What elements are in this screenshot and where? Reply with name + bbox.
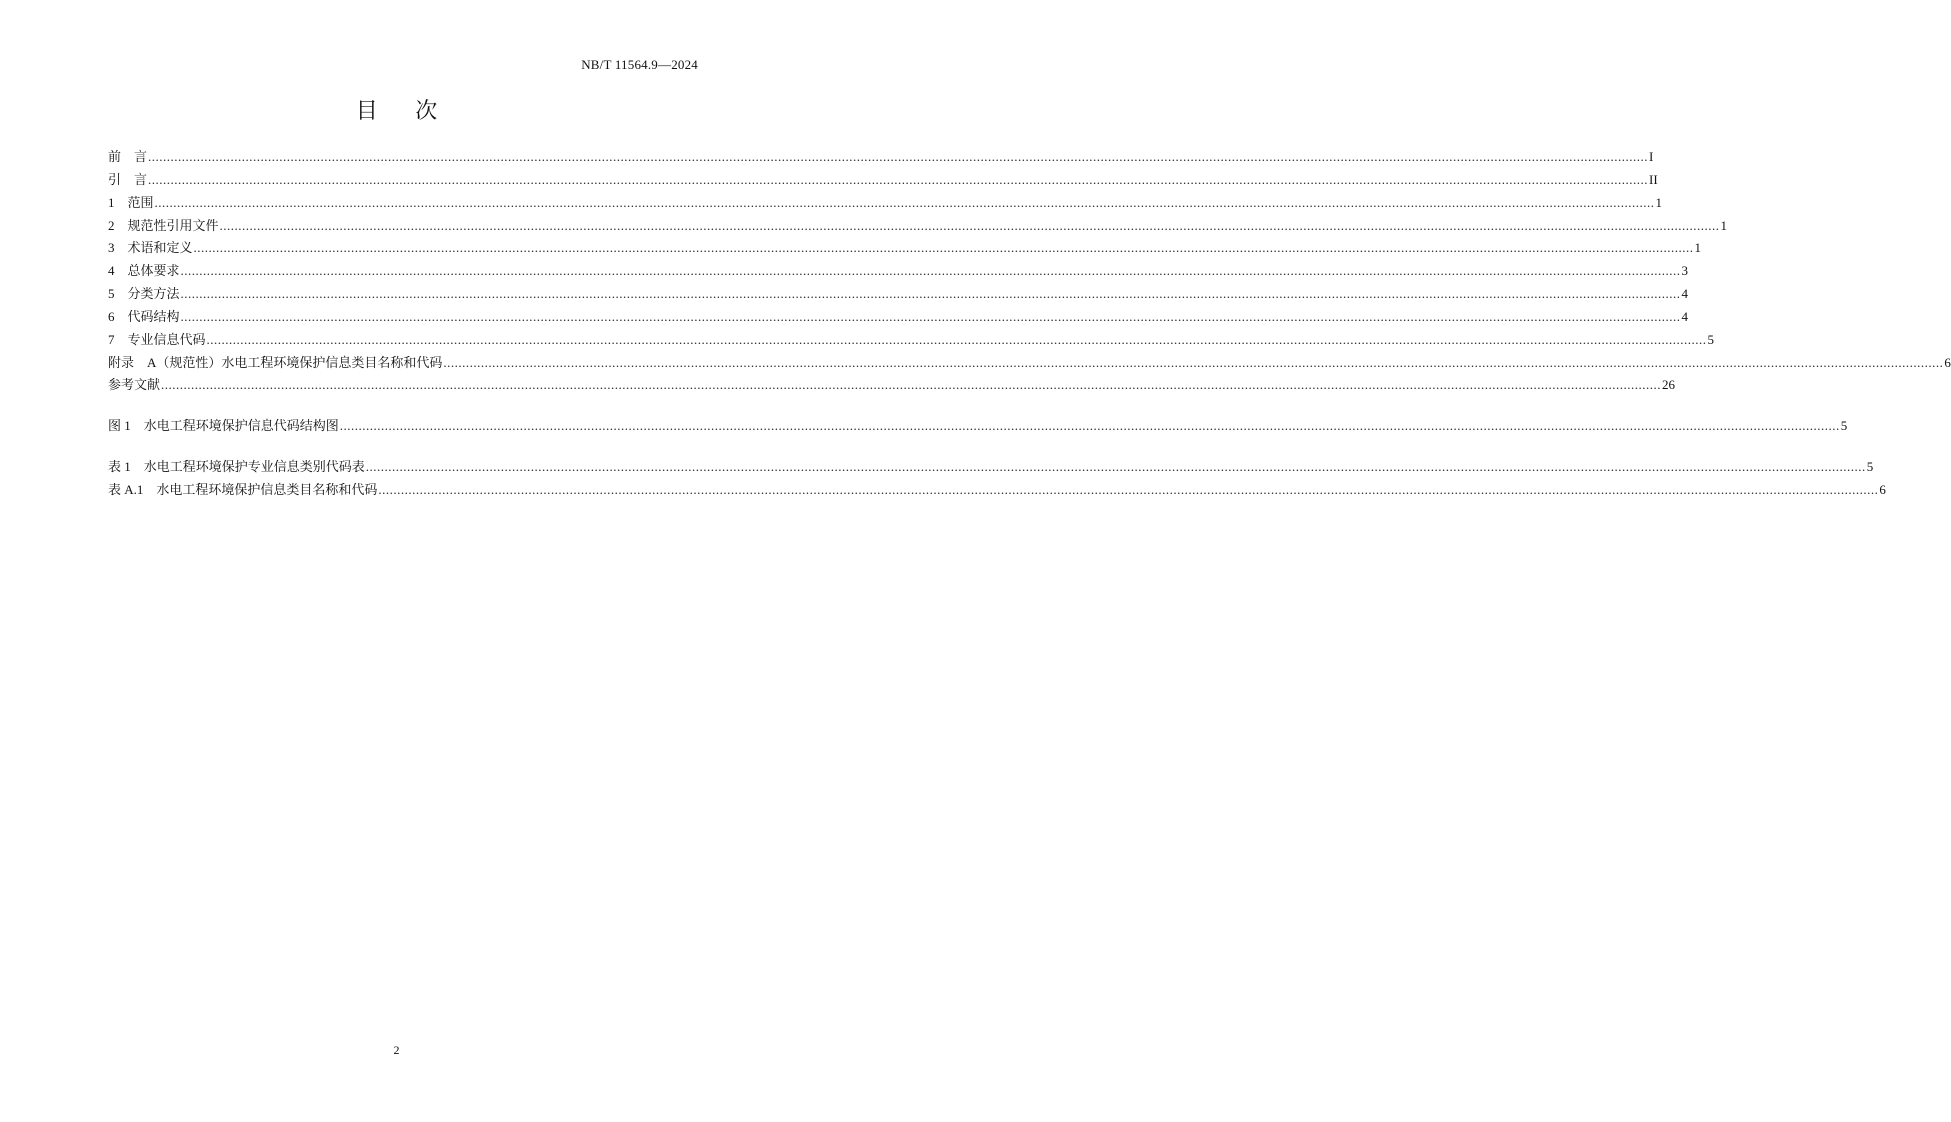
toc-entry-label: 表 A.1 水电工程环境保护信息类目名称和代码 [108, 481, 378, 497]
dot-leader: ................................................................................................................................................................................................................................................................................................................................................................................................................ [193, 240, 1694, 256]
dot-leader: ................................................................................................................................................................................................................................................................................................................................................................................................................ [339, 418, 1840, 434]
toc-entry-page: I [1649, 149, 1654, 164]
toc-entry[interactable] [108, 283, 1689, 306]
toc-entry-label: 附录 A（规范性）水电工程环境保护信息类目名称和代码 [108, 354, 443, 370]
toc-figures [108, 415, 1848, 438]
toc-entry-page: 6 [1944, 354, 1951, 370]
toc-entry-label: 5 分类方法 [108, 286, 180, 302]
dot-leader: ................................................................................................................................................................................................................................................................................................................................................................................................................ [148, 149, 1649, 164]
group-gap [108, 438, 698, 456]
toc-entry-page: 1 [1694, 240, 1702, 256]
toc-entry-label: 4 总体要求 [108, 263, 180, 279]
toc-sections [108, 146, 1951, 397]
toc-entry-page: 4 [1681, 308, 1689, 324]
dot-leader: ................................................................................................................................................................................................................................................................................................................................................................................................................ [206, 331, 1707, 347]
toc-entry-page: 1 [1720, 217, 1728, 233]
toc-entry-label: 7 专业信息代码 [108, 331, 206, 347]
toc-entry-page: 5 [1707, 331, 1715, 347]
toc-entry-page: 5 [1866, 459, 1874, 475]
toc-entry[interactable] [108, 306, 1689, 329]
toc-entry-label: 图 1 水电工程环境保护信息代码结构图 [108, 418, 339, 434]
toc-entry-label: 前 言 [108, 149, 148, 164]
table-of-contents [108, 146, 1951, 502]
dot-leader: ................................................................................................................................................................................................................................................................................................................................................................................................................ [180, 263, 1681, 279]
dot-leader: ................................................................................................................................................................................................................................................................................................................................................................................................................ [180, 308, 1681, 324]
page-title: 目 次 [355, 98, 454, 123]
toc-entry-page: 1 [1655, 194, 1663, 210]
toc-entry-page: 3 [1681, 263, 1689, 279]
toc-entry-label: 6 代码结构 [108, 308, 180, 324]
standard-code: NB/T 11564.9—2024 [581, 57, 698, 72]
toc-tables [108, 456, 1886, 502]
toc-entry-page: 26 [1662, 377, 1676, 393]
dot-leader: ................................................................................................................................................................................................................................................................................................................................................................................................................ [365, 459, 1866, 475]
toc-entry-page: 4 [1681, 286, 1689, 302]
group-gap [108, 397, 698, 415]
toc-entry-label: 表 1 水电工程环境保护专业信息类别代码表 [108, 459, 365, 475]
page-number: 2 [393, 1043, 400, 1057]
dot-leader: ................................................................................................................................................................................................................................................................................................................................................................................................................ [154, 194, 1655, 210]
toc-entry[interactable] [108, 329, 1715, 352]
toc-entry[interactable] [108, 260, 1689, 283]
dot-leader: ................................................................................................................................................................................................................................................................................................................................................................................................................ [148, 171, 1649, 187]
toc-entry-page: 5 [1840, 418, 1848, 434]
toc-entry-label: 1 范围 [108, 194, 154, 210]
toc-entry[interactable] [108, 456, 1874, 479]
toc-entry[interactable] [108, 237, 1702, 260]
toc-entry[interactable] [108, 415, 1848, 438]
dot-leader: ................................................................................................................................................................................................................................................................................................................................................................................................................ [161, 377, 1662, 393]
dot-leader: ................................................................................................................................................................................................................................................................................................................................................................................................................ [443, 354, 1944, 370]
dot-leader: ................................................................................................................................................................................................................................................................................................................................................................................................................ [180, 286, 1681, 302]
toc-entry-label: 参考文献 [108, 377, 161, 393]
toc-entry[interactable] [108, 169, 1658, 192]
toc-entry-page: II [1649, 171, 1658, 187]
toc-entry-label: 2 规范性引用文件 [108, 217, 219, 233]
dot-leader: ................................................................................................................................................................................................................................................................................................................................................................................................................ [219, 217, 1720, 233]
toc-entry-label: 3 术语和定义 [108, 240, 193, 256]
toc-entry-label: 引 言 [108, 171, 148, 187]
toc-entry[interactable] [108, 374, 1676, 397]
dot-leader: ................................................................................................................................................................................................................................................................................................................................................................................................................ [378, 481, 1879, 497]
toc-entry-page: 6 [1879, 481, 1886, 497]
toc-entry[interactable] [108, 479, 1886, 502]
toc-entry[interactable] [108, 352, 1951, 375]
toc-entry[interactable] [108, 215, 1728, 238]
toc-entry[interactable] [108, 192, 1663, 215]
toc-entry[interactable] [108, 146, 1654, 169]
